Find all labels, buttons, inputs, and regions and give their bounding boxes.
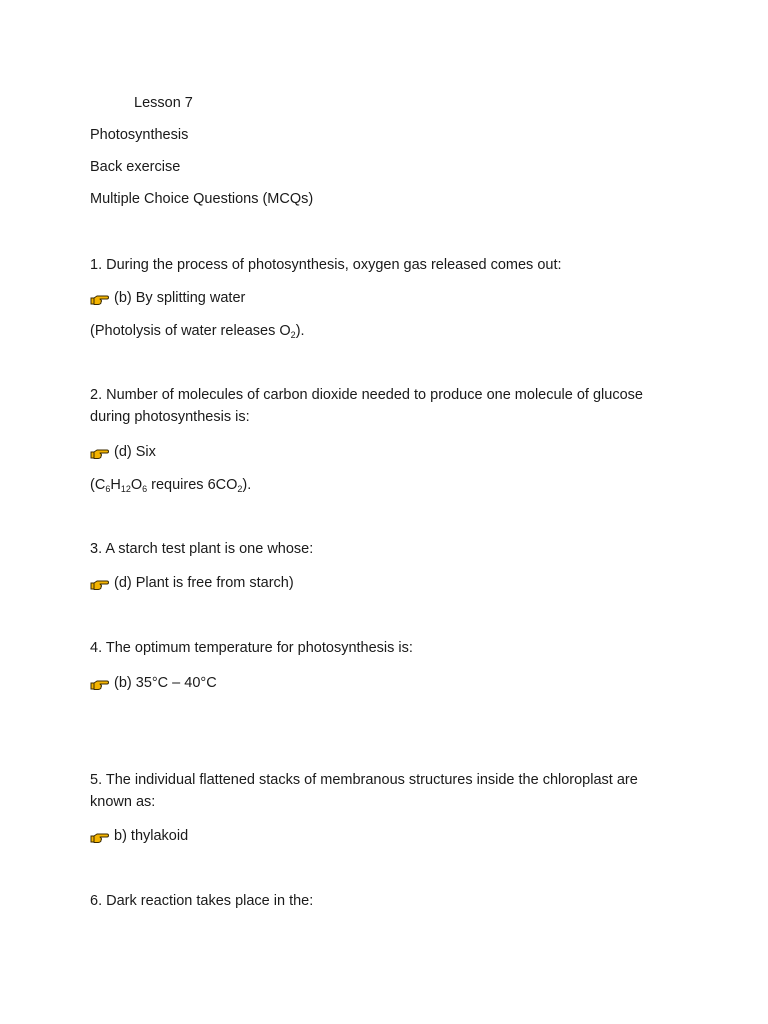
answer-4 xyxy=(90,673,217,693)
pointing-hand-icon xyxy=(90,830,109,844)
chapter-title: Photosynthesis xyxy=(90,127,189,143)
answer-5-text: b) thylakoid xyxy=(114,828,189,844)
answer-2-text: (d) Six xyxy=(114,444,156,460)
question-6: 6. Dark reaction takes place in the: xyxy=(90,893,314,909)
question-3: 3. A starch test plant is one whose: xyxy=(90,541,314,557)
pointing-hand-icon xyxy=(90,677,109,691)
answer-1-text: (b) By splitting water xyxy=(114,290,246,306)
pointing-hand-icon xyxy=(90,446,109,460)
question-4: 4. The optimum temperature for photosynthesis is: xyxy=(90,640,413,656)
answer-2 xyxy=(90,442,156,462)
question-2: 2. Number of molecules of carbon dioxide needed to produce one molecule of glucose during photosynthesis is: xyxy=(90,387,643,425)
lesson-title: Lesson 7 xyxy=(134,95,193,111)
question-5: 5. The individual flattened stacks of membranous structures inside the chloroplast are known as: xyxy=(90,772,638,810)
subsection-title: Multiple Choice Questions (MCQs) xyxy=(90,191,314,207)
answer-3 xyxy=(90,573,294,593)
section-title: Back exercise xyxy=(90,159,181,175)
pointing-hand-icon xyxy=(90,577,109,591)
answer-3-text: (d) Plant is free from starch) xyxy=(114,575,294,591)
answer-1 xyxy=(90,288,245,308)
question-1: 1. During the process of photosynthesis, oxygen gas released comes out: xyxy=(90,257,562,273)
note-2: ($C_6H_{12}O_6$ requires $6CO_2$). xyxy=(90,477,252,494)
pointing-hand-icon xyxy=(90,292,109,306)
answer-5 xyxy=(90,826,188,846)
answer-4-text: (b) 35°C – 40°C xyxy=(114,675,217,691)
note-1: (Photolysis of water releases $O_2$). xyxy=(90,323,305,340)
